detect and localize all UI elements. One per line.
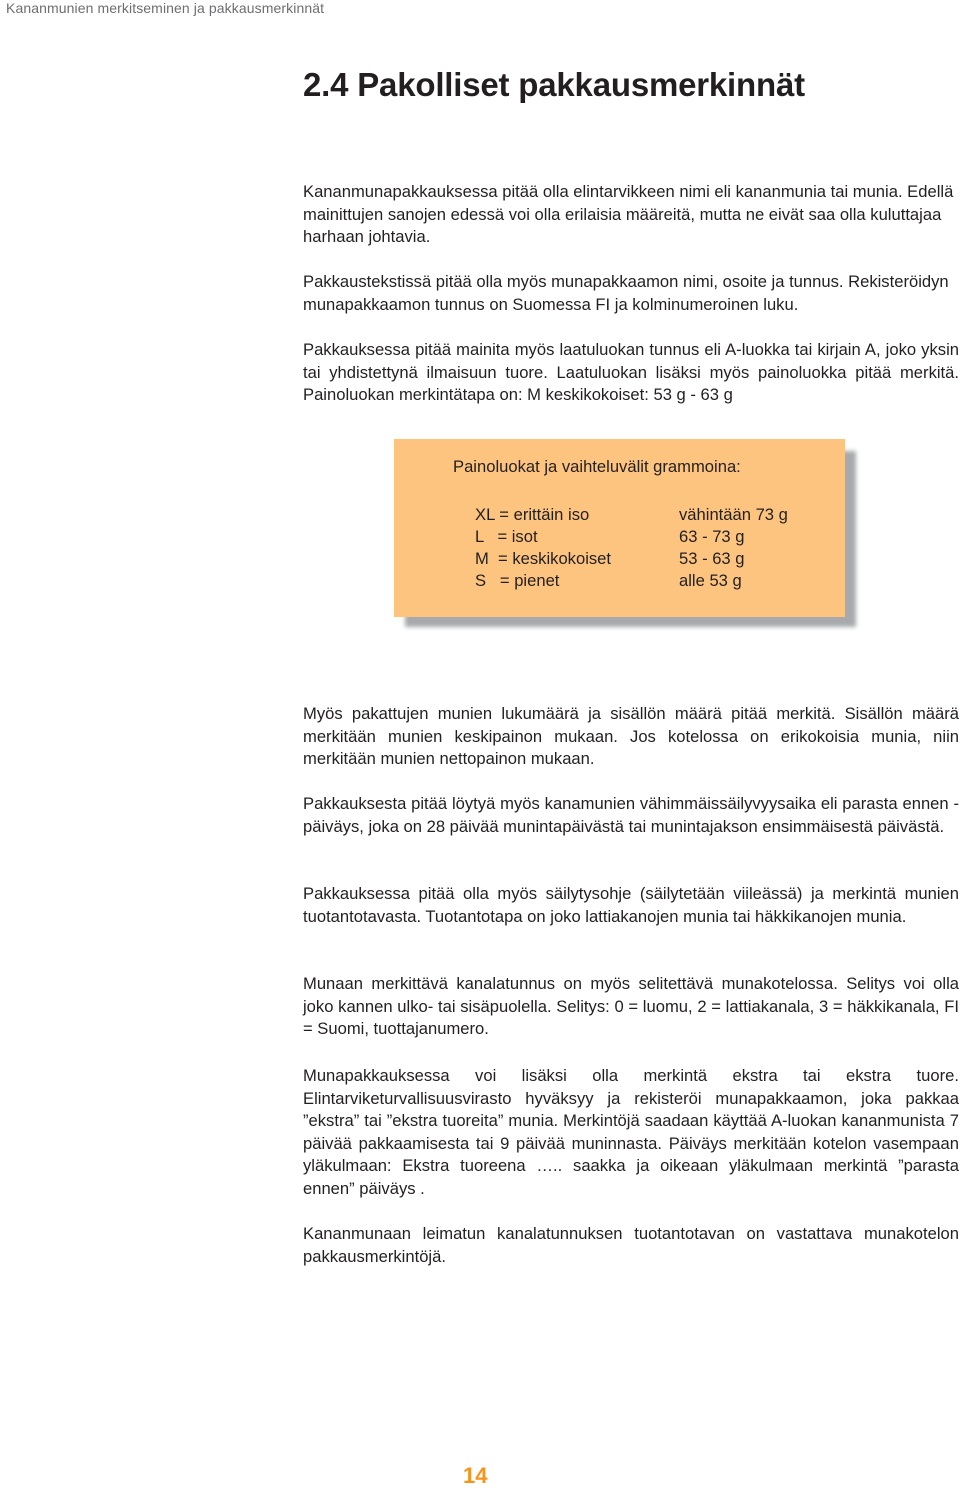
paragraph-extra-fresh: Munapakkauksessa voi lisäksi olla merkintä ekstra tai ekstra tuore. Elintarviketurvallisuusvirasto hyväksyy ja rekisteröi munapakkaamon, joka pakkaa ”ekstra” tai ”ekstra tuoreita” munia. Merkintöjä saadaan käyttää A-luokan kananmunista 7 päivää pakkaamisesta tai 9 päivää muninnasta. Päiväys merkitään kotelon vasempaan yläkulmaan: Ekstra tuoreena ….. saakka ja oikeaan yläkulmaan merkintä ”parasta ennen” päiväys .: [303, 1066, 959, 1198]
weight-class-box: [394, 439, 845, 617]
weight-range: vähintään 73 g: [679, 505, 788, 524]
weight-class-label: S = pienet: [475, 571, 560, 590]
weight-class-label: M = keskikokoiset: [475, 549, 612, 568]
weight-box-title: Painoluokat ja vaihteluvälit grammoina:: [453, 457, 741, 476]
weight-range: alle 53 g: [679, 571, 742, 590]
paragraph-best-before: Pakkauksesta pitää löytyä myös kanamunien vähimmäissäilyvyysaika eli parasta ennen -päiväys, joka on 28 päivää munintapäivästä tai munintajakson ensimmäisestä päivästä.: [303, 794, 959, 836]
paragraph-storage: Pakkauksessa pitää olla myös säilytysohje (säilytetään viileässä) ja merkintä munien tuotantotavasta. Tuotantotapa on joko lattiakanojen munia tai häkkikanojen munia.: [303, 884, 959, 926]
weight-class-label: XL = erittäin iso: [475, 505, 590, 524]
weight-row-m: [475, 549, 835, 571]
weight-row-s: [475, 571, 835, 593]
paragraph-farm-code: Munaan merkittävä kanalatunnus on myös selitettävä munakotelossa. Selitys voi olla joko kannen ulko- tai sisäpuolella. Selitys: 0 = luomu, 2 = lattiakanala, 3 = häkkikanala, FI = Suomi, tuottajanumero.: [303, 974, 959, 1038]
paragraph-packer-info: Pakkaustekstissä pitää olla myös munapakkaamon nimi, osoite ja tunnus. Rekisteröidyn munapakkaamon tunnus on Suomessa FI ja kolminumeroinen luku.: [303, 272, 949, 314]
weight-row-l: [475, 527, 835, 549]
running-header: Kananmunien merkitseminen ja pakkausmerkinnät: [6, 0, 325, 16]
weight-range: 63 - 73 g: [679, 527, 745, 546]
section-title: 2.4 Pakolliset pakkausmerkinnät: [303, 66, 805, 103]
paragraph-product-name: Kananmunapakkauksessa pitää olla elintarvikkeen nimi eli kananmunia tai munia. Edellä mainittujen sanojen edessä voi olla erilaisia määreitä, mutta ne eivät saa olla kuluttajaa harhaan johtavia.: [303, 182, 954, 246]
weight-range: 53 - 63 g: [679, 549, 745, 568]
page-number: 14: [463, 1463, 488, 1488]
paragraph-stamp: Kananmunaan leimatun kanalatunnuksen tuotantotavan on vastattava munakotelon pakkausmerkintöjä.: [303, 1224, 959, 1266]
paragraph-quantity: Myös pakattujen munien lukumäärä ja sisällön määrä pitää merkitä. Sisällön määrä merkitään munien keskipainon mukaan. Jos kotelossa on erikokoisia munia, niin merkitään munien nettopainon mukaan.: [303, 704, 959, 768]
weight-row-xl: [475, 505, 835, 527]
weight-class-label: L = isot: [475, 527, 538, 546]
paragraph-quality-class: Pakkauksessa pitää mainita myös laatuluokan tunnus eli A-luokka tai kirjain A, joko yksin tai yhdistettynä ilmaisuun tuore. Laatuluokan lisäksi myös painoluokka pitää merkitä. Painoluokan merkintätapa on: M keskikokoiset: 53 g - 63 g: [303, 340, 959, 404]
